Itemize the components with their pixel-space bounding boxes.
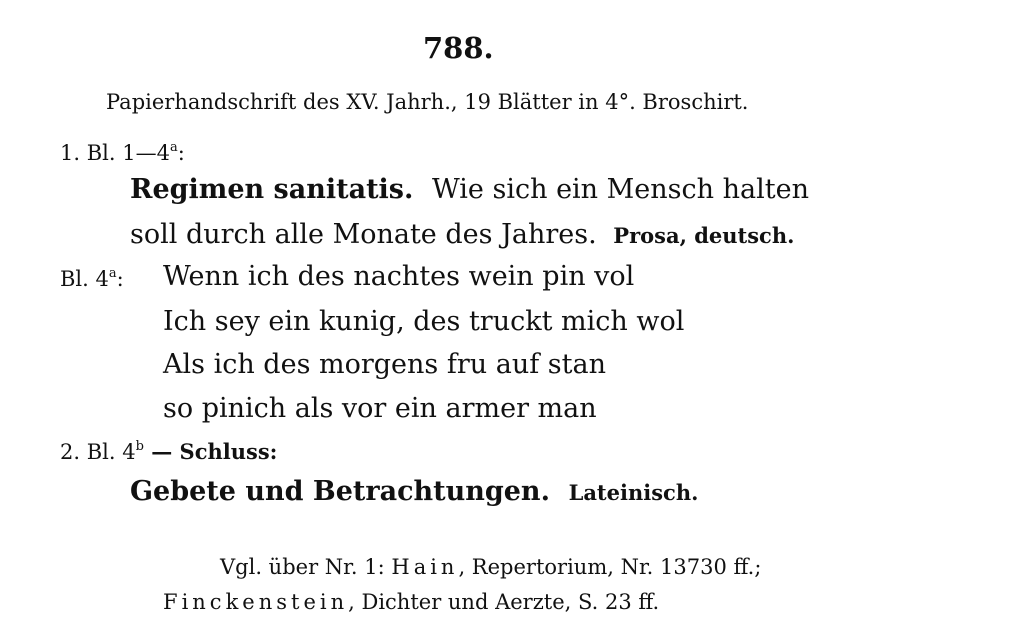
manuscript-header: Papierhandschrift des XV. Jahrh., 19 Blätter in 4°. Broschirt. (106, 90, 749, 114)
verse-label (60, 264, 124, 291)
entry2-label-text: 2. Bl. 4 (60, 440, 136, 464)
entry2-label (60, 441, 277, 463)
reference-pre: Vgl. über Nr. 1: (220, 555, 385, 579)
verse-line-4: so pinich als vor ein armer man (163, 393, 597, 424)
verse-label-sup: a (108, 266, 117, 281)
entry1-label-sup: a (169, 140, 178, 155)
entry1-label-text: 1. Bl. 1—4 (60, 141, 170, 165)
verse-line-2: Ich sey ein kunig, des truckt mich wol (163, 306, 685, 337)
entry1-desc-small: Prosa, deutsch. (613, 223, 795, 248)
page-number: 788. (423, 31, 494, 65)
reference-author-finckenstein: Finckenstein (163, 590, 349, 614)
reference-line-2 (163, 592, 659, 613)
reference-line-1 (220, 557, 761, 578)
verse-line-3: Als ich des morgens fru auf stan (163, 349, 606, 380)
entry2-title: Gebete und Betrachtungen. (130, 476, 550, 507)
entry1-title: Regimen sanitatis. (130, 174, 414, 205)
entry1-desc-line2 (130, 221, 794, 248)
reference-line2-rest: , Dichter und Aerzte, S. 23 ff. (348, 590, 660, 614)
verse-label-text: Bl. 4 (60, 267, 109, 291)
reference-line1-rest: , Repertorium, Nr. 13730 ff.; (458, 555, 762, 579)
entry1-label (60, 140, 185, 165)
verse-line-1: Wenn ich des nachtes wein pin vol (163, 261, 635, 292)
entry2-lang: Lateinisch. (568, 480, 699, 505)
entry2-label-schluss: — Schluss: (143, 439, 278, 464)
entry2-label-sup: b (135, 439, 144, 454)
verse-label-colon: : (116, 267, 124, 291)
reference-author-hain: Hain (391, 555, 459, 579)
entry1-title-line (130, 176, 809, 203)
entry1-desc-line1: Wie sich ein Mensch halten (432, 174, 809, 205)
entry1-label-colon: : (177, 141, 185, 165)
entry1-desc-main: soll durch alle Monate des Jahres. (130, 219, 597, 250)
entry2-title-line (130, 478, 698, 505)
